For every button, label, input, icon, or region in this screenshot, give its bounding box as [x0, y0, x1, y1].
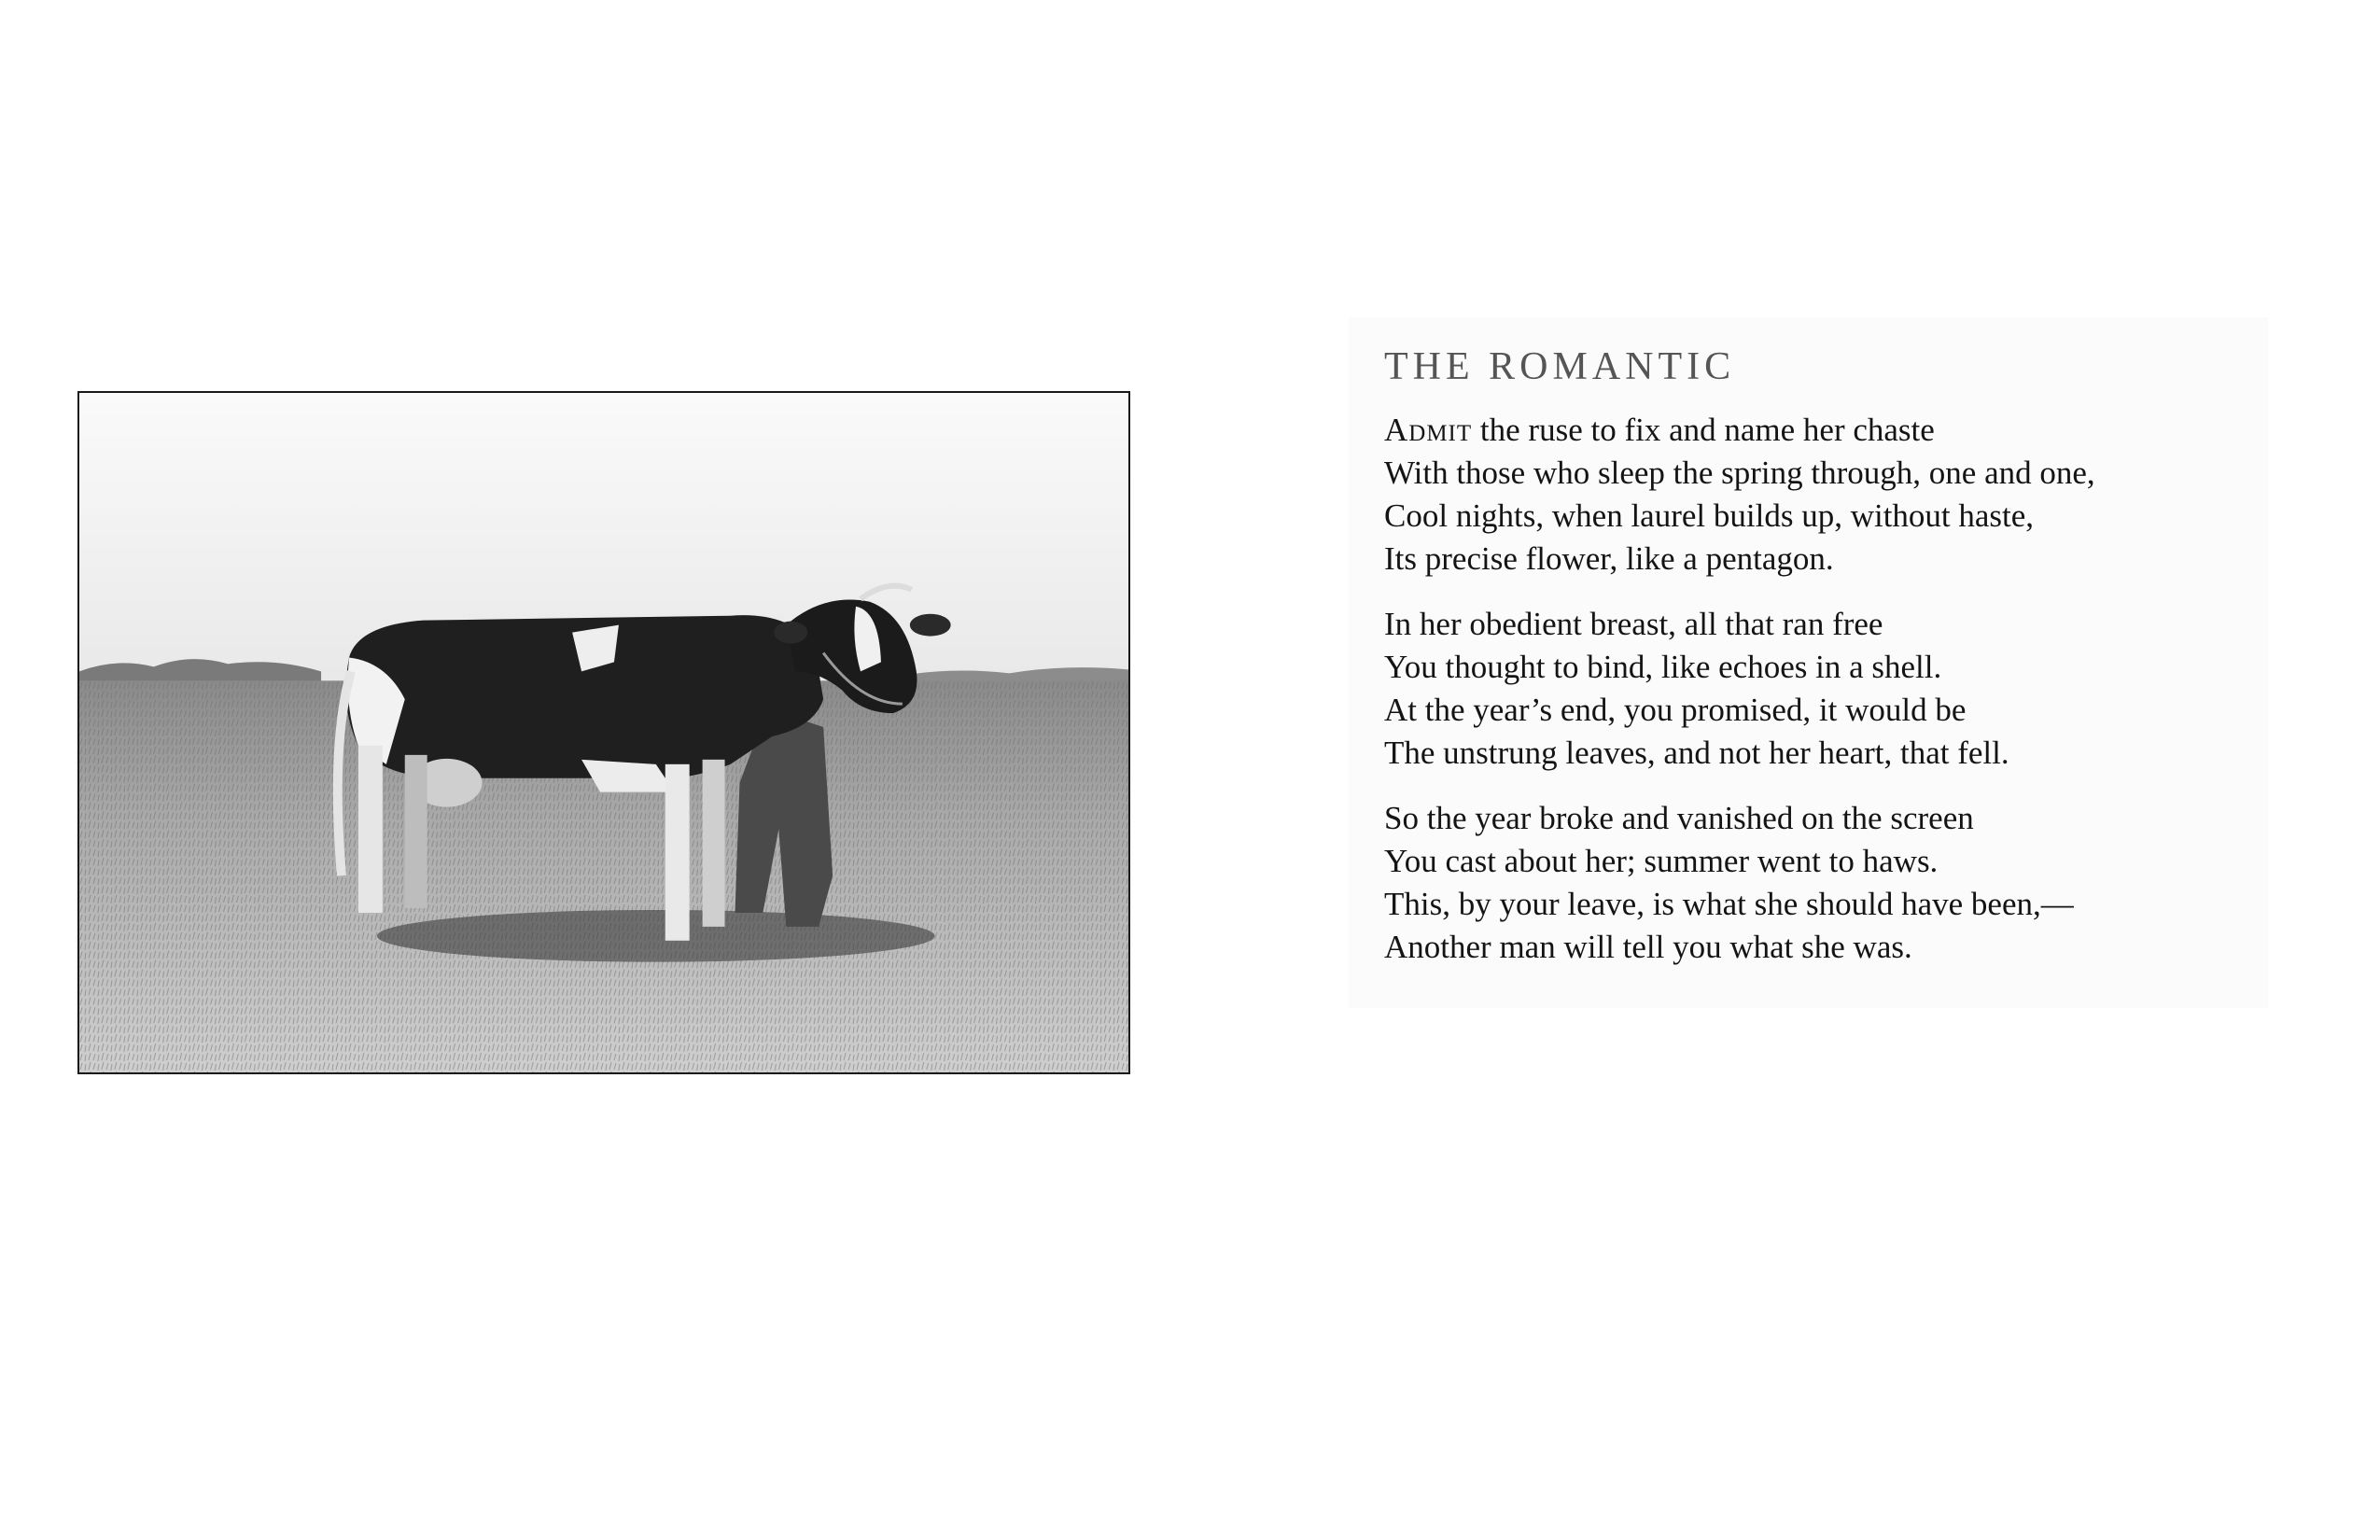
poem-line: At the year’s end, you promised, it would be	[1384, 692, 1967, 729]
stanza-3	[1384, 797, 2261, 969]
cow-photo	[77, 391, 1130, 1074]
cow-leg-rear-right	[405, 755, 427, 908]
cow-leg-front-left	[665, 764, 690, 941]
poem-title: THE ROMANTIC	[1384, 345, 1736, 388]
poem-line: With those who sleep the spring through, one and one,	[1384, 455, 2095, 492]
cow-photo-drawing	[79, 393, 1128, 1072]
poem-line: Cool nights, when laurel builds up, without haste,	[1384, 497, 2035, 535]
poem	[1384, 345, 2261, 991]
poem-line: In her obedient breast, all that ran free	[1384, 606, 1883, 643]
cow-leg-rear-left	[358, 746, 383, 913]
poem-line: You thought to bind, like echoes in a shell.	[1384, 649, 1942, 686]
poem-first-word: Admit	[1384, 412, 1473, 449]
stanza-1	[1384, 409, 2261, 581]
poem-line: You cast about her; summer went to haws.	[1384, 843, 1939, 880]
poem-first-line-rest: the ruse to fix and name her chaste	[1472, 412, 1935, 449]
poem-line	[1384, 409, 2261, 452]
cow-leg-front-right	[703, 760, 725, 927]
poem-line: The unstrung leaves, and not her heart, that fell.	[1384, 735, 2009, 772]
poem-line: This, by your leave, is what she should have been,—	[1384, 886, 2074, 923]
poem-line: Another man will tell you what she was.	[1384, 929, 1912, 966]
poem-line: So the year broke and vanished on the screen	[1384, 800, 1974, 837]
cow-shadow	[377, 910, 935, 962]
cow-ear-right	[910, 614, 951, 637]
cow-ear-left	[774, 622, 807, 644]
poem-line: Its precise flower, like a pentagon.	[1384, 540, 1834, 578]
stanza-2	[1384, 603, 2261, 775]
poem-page	[1349, 317, 2268, 1008]
